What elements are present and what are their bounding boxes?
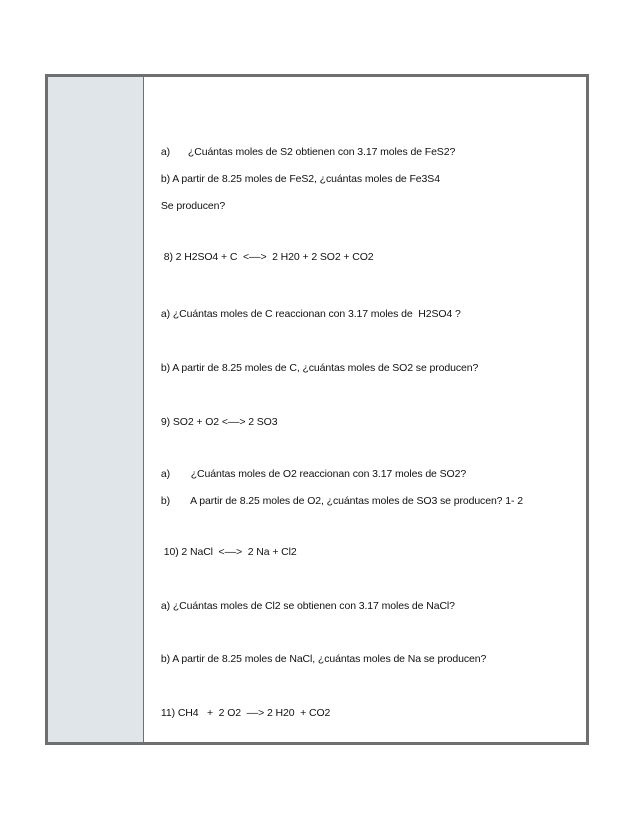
question-8a-text: a) ¿Cuántas moles de C reaccionan con 3.17 moles de H2SO4 ? <box>160 308 461 320</box>
question-7a-label: a) <box>160 146 171 158</box>
question-10b <box>144 640 486 679</box>
question-7b-continuation <box>144 187 225 226</box>
question-7a-text: ¿Cuántas moles de S2 obtienen con 3.17 moles de FeS2? <box>187 146 456 158</box>
equation-11 <box>144 694 330 733</box>
question-10a-text: a) ¿Cuántas moles de Cl2 se obtienen con 3.17 moles de NaCl? <box>160 600 455 612</box>
equation-8-text: 8) 2 H2SO4 + C <––> 2 H20 + 2 SO2 + CO2 <box>160 251 374 263</box>
question-9a-label: a) <box>160 468 171 480</box>
exercise-table <box>45 74 589 745</box>
equation-10-text: 10) 2 NaCl <––> 2 Na + Cl2 <box>160 546 297 558</box>
question-9a-text: ¿Cuántas moles de O2 reaccionan con 3.17 moles de SO2? <box>187 468 467 480</box>
question-8a <box>144 295 461 334</box>
equation-8 <box>144 238 374 277</box>
equation-11-text: 11) CH4 + 2 O2 ––> 2 H20 + CO2 <box>160 707 331 719</box>
question-10a <box>144 587 455 626</box>
question-8b-text: b) A partir de 8.25 moles de C, ¿cuántas moles de SO2 se producen? <box>160 362 479 374</box>
question-8b <box>144 349 478 388</box>
question-9b-text: A partir de 8.25 moles de O2, ¿cuántas moles de SO3 se producen? 1- 2 <box>187 495 523 507</box>
equation-9 <box>144 403 278 442</box>
question-7b-continuation-text: Se producen? <box>160 200 226 212</box>
exercise-content-cell <box>144 77 586 742</box>
question-10b-text: b) A partir de 8.25 moles de NaCl, ¿cuántas moles de Na se producen? <box>160 653 487 665</box>
equation-9-text: 9) SO2 + O2 <––> 2 SO3 <box>160 416 278 428</box>
left-shaded-column <box>48 77 144 742</box>
question-9b-label: b) <box>160 495 171 507</box>
question-9b <box>144 482 523 521</box>
question-7b-text: b) A partir de 8.25 moles de FeS2, ¿cuántas moles de Fe3S4 <box>160 173 440 185</box>
equation-10 <box>144 533 297 572</box>
